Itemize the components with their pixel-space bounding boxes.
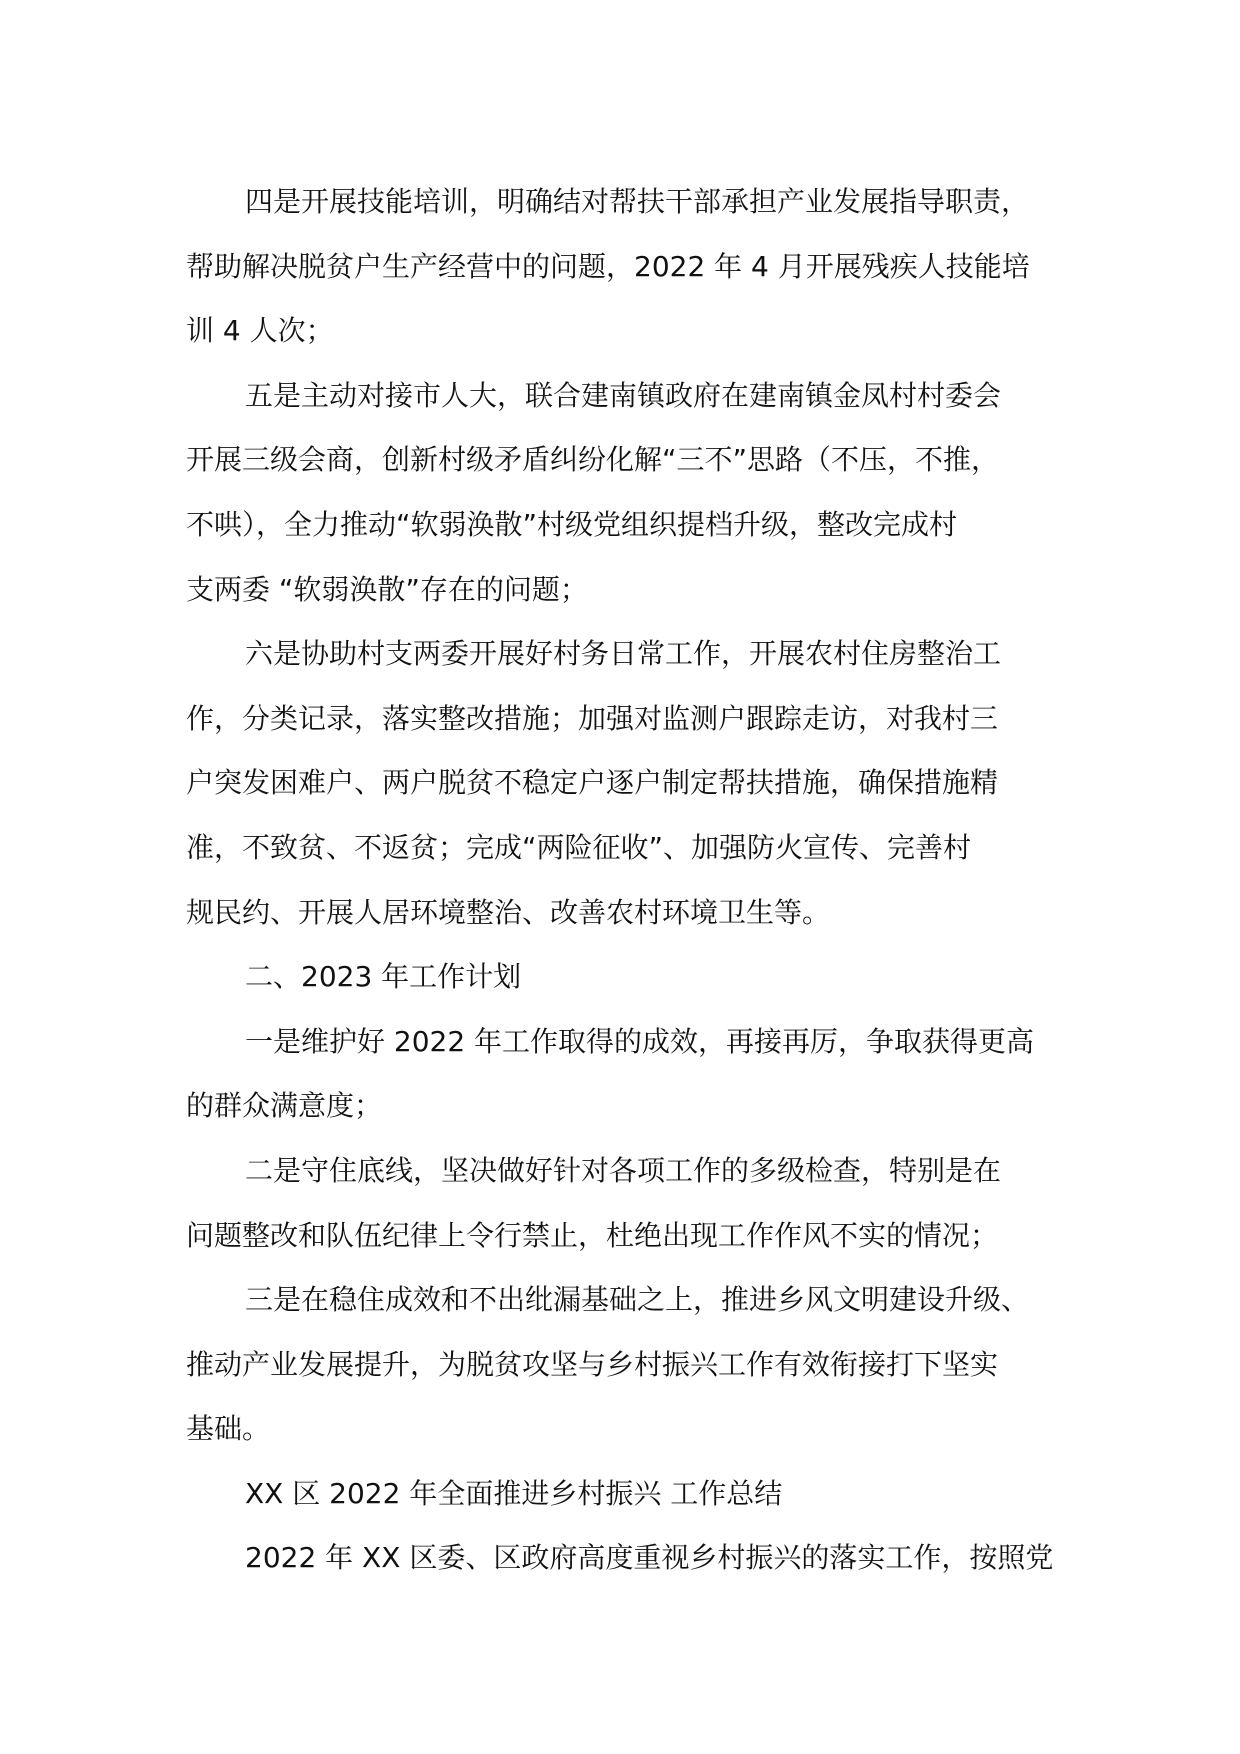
text-line: 规民约、开展人居环境整治、改善农村环境卫生等。 — [186, 895, 831, 929]
paragraph-plan-three — [186, 1268, 1086, 1462]
text-line: 六是协助村支两委开展好村务日常工作，开展农村住房整治工 — [245, 637, 1002, 671]
section-heading: 二、2023 年工作计划 — [245, 960, 522, 994]
text-line: 2022 年 XX 区委、区政府高度重视乡村振兴的落实工作，按照党 — [245, 1541, 1054, 1575]
text-line: 不哄），全力推动“软弱涣散”村级党组织提档升级，整改完成村 — [186, 507, 958, 541]
text-line: 训 4 人次； — [186, 314, 334, 348]
text-line: 四是开展技能培训，明确结对帮扶干部承担产业发展指导职责， — [245, 185, 1030, 218]
text-line: 三是在稳住成效和不出纰漏基础之上，推进乡风文明建设升级、 — [245, 1283, 1030, 1317]
text-line: 作，分类记录，落实整改措施；加强对监测户跟踪走访，对我村三 — [186, 701, 999, 735]
paragraph-skills-training — [186, 170, 1086, 364]
paragraph-plan-two — [186, 1139, 1086, 1268]
paragraph-village-affairs — [186, 622, 1086, 945]
text-line: 基础。 — [186, 1412, 271, 1446]
text-line: 户突发困难户、两户脱贫不稳定户逐户制定帮扶措施，确保措施精 — [186, 766, 999, 800]
text-line: 的群众满意度； — [186, 1089, 383, 1123]
paragraph-summary-intro — [186, 1526, 1086, 1591]
document-body — [186, 170, 1086, 1591]
text-line: 一是维护好 2022 年工作取得的成效，再接再厉，争取获得更高 — [245, 1024, 1035, 1058]
document-title: XX 区 2022 年全面推进乡村振兴 工作总结 — [245, 1476, 783, 1510]
text-line: 五是主动对接市人大，联合建南镇政府在建南镇金凤村村委会 — [245, 378, 1002, 412]
paragraph-plan-one — [186, 1010, 1086, 1139]
document-title-summary — [186, 1462, 1086, 1527]
text-line: 二是守住底线，坚决做好针对各项工作的多级检查，特别是在 — [245, 1153, 1002, 1187]
text-line: 帮助解决脱贫户生产经营中的问题，2022 年 4 月开展残疾人技能培 — [186, 249, 1030, 283]
text-line: 问题整改和队伍纪律上令行禁止，杜绝出现工作作风不实的情况； — [186, 1218, 999, 1252]
section-heading-2023-plan — [186, 945, 1086, 1010]
text-line: 准，不致贫、不返贫；完成“两险征收”、加强防火宣传、完善村 — [186, 830, 972, 864]
text-line: 推动产业发展提升，为脱贫攻坚与乡村振兴工作有效衔接打下坚实 — [186, 1347, 999, 1381]
text-line: 开展三级会商，创新村级矛盾纠纷化解“三不”思路（不压，不推， — [186, 443, 1000, 477]
paragraph-npc-docking — [186, 364, 1086, 622]
text-line: 支两委 “软弱涣散”存在的问题； — [186, 572, 588, 606]
